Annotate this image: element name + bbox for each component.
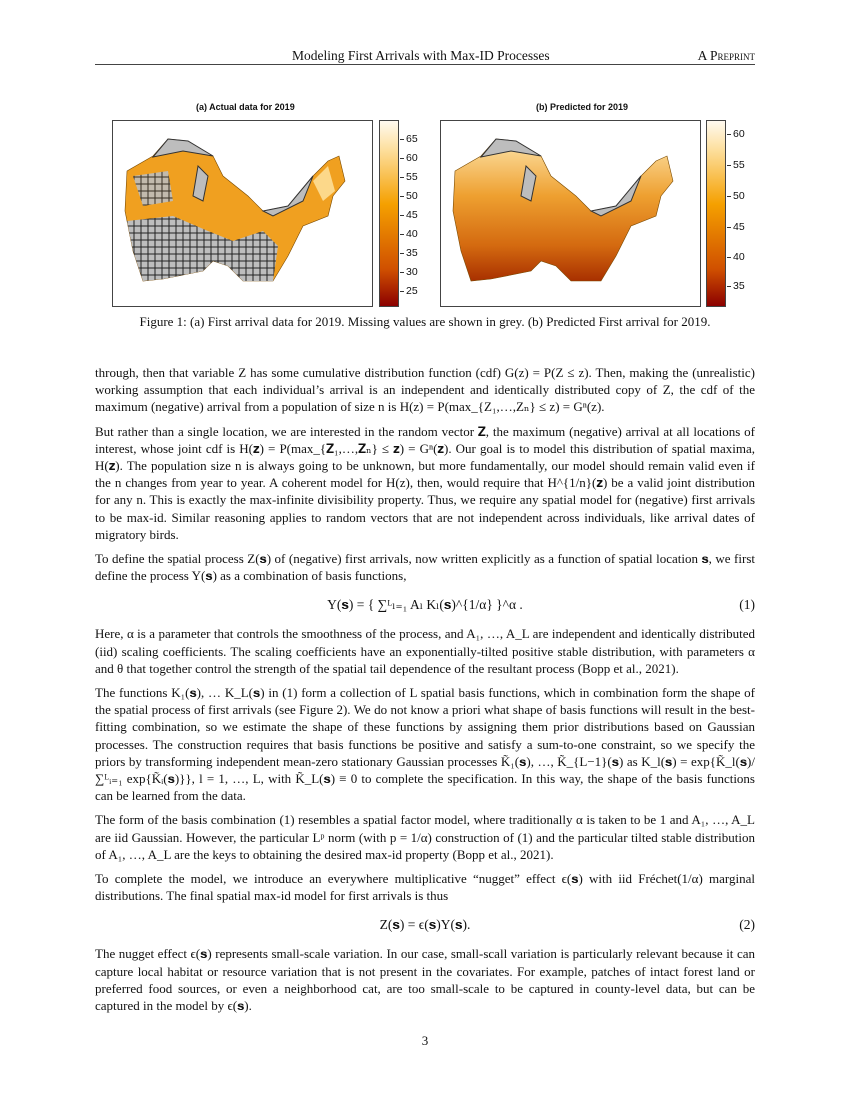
tick: 30	[406, 266, 418, 278]
tick: 35	[733, 280, 745, 292]
paragraph: But rather than a single location, we are interested in the random vector 𝐙, the maximum (negative) arrival at all locations of interest, whose joint cdf is H(𝐳) = P(max_{𝐙₁,…,𝐙ₙ} ≤ 𝐳) = Gⁿ(𝐳). Our goal is to model this distribution of spatial maxima, H(𝐳). The population size n is always going to be unknown, but more fundamentally, our model should remain valid even if the n changes from year to year. A coherent model for H(z), then, would require that H^{1/n}(𝐳) be a valid joint distribution for any n. This is exactly the max-infinite divisibility property. Thus, we require any spatial model for (negative) first arrivals to be max-id. Similar reasoning applies to random vectors that are not independent across individuals, like arrival dates of migratory birds.	[95, 423, 755, 542]
page-number: 3	[421, 1033, 429, 1048]
colorbar-actual	[379, 120, 399, 307]
paragraph: The form of the basis combination (1) resembles a spatial factor model, where traditionally α is taken to be 1 and A₁, …, A_L are iid Gaussian. However, the particular Lᵖ norm (with p = 1/α) construction of (1) and the particular tilted stable distribution of A₁, …, A_L are the keys to obtaining the desired max-id property (Bopp et al., 2021).	[95, 812, 755, 862]
tick: 55	[406, 171, 418, 183]
tick: 45	[406, 209, 418, 221]
tick: 65	[406, 133, 418, 145]
tick: 25	[406, 285, 418, 297]
equation-1	[95, 591, 755, 619]
tick: 40	[406, 228, 418, 240]
equation-2	[95, 911, 755, 939]
paragraph: Here, α is a parameter that controls the smoothness of the process, and A₁, …, A_L are independent and identically distributed (iid) scaling coefficients. The scaling coefficients have an exponentially-tilted positive stable distribution, with parameters α and θ that together control the strength of the spatial tail dependence of the resultant process (Bopp et al., 2021).	[95, 626, 755, 676]
preprint-label: A Preprint	[697, 48, 755, 63]
equation-number: (2)	[739, 917, 755, 933]
tick: 35	[406, 247, 418, 259]
body-text	[95, 364, 755, 1021]
panel-a-title: (a) Actual data for 2019	[196, 102, 295, 112]
map-actual-2019	[112, 120, 373, 307]
paragraph: To complete the model, we introduce an everywhere multiplicative “nugget” effect ϵ(𝐬) with iid Fréchet(1/α) marginal distributions. The final spatial max-id model for first arrivals is thus	[95, 871, 755, 904]
tick: 40	[733, 251, 745, 263]
paragraph: through, then that variable Z has some cumulative distribution function (cdf) G(z) = P(Z ≤ z). Then, making the (unrealistic) working assumption that each individual’s arrival is an independent and identically distributed copy of Z, the cdf of the maximum (negative) arrival from a population of size n is H(z) = P(max_{Z₁,…,Zₙ} ≤ z) = Gⁿ(z).	[95, 365, 755, 415]
tick: 60	[406, 152, 418, 164]
equation-body: Y(𝐬) = { ∑ᴸₗ₌₁ Aₗ Kₗ(𝐬)^{1/α} }^α .	[327, 597, 523, 613]
running-title: Modeling First Arrivals with Max-ID Processes	[292, 48, 550, 63]
header-rule	[95, 64, 755, 65]
tick: 55	[733, 159, 745, 171]
colorbar-predicted	[706, 120, 726, 307]
equation-body: Z(𝐬) = ϵ(𝐬)Y(𝐬).	[379, 917, 471, 933]
panel-b-title: (b) Predicted for 2019	[536, 102, 629, 112]
paragraph: The functions K₁(𝐬), … K_L(𝐬) in (1) form a collection of L spatial basis functions, which in combination form the shape of the spatial process of first arrivals (see Figure 2). We do not know a priori what shape of basis functions will result in the best-fitting combination, so we estimate the shape of these functions by assigning them prior distributions based on Gaussian processes. The construction requires that basis functions be positive and satisfy a sum-to-one constraint, so we specify the priors by transforming independent mean-zero stationary Gaussian processes K̃₁(𝐬), …, K̃_{L−1}(𝐬) as K_l(𝐬) = exp{K̃_l(𝐬)/∑ᴸᵢ₌₁ exp{K̃ᵢ(𝐬)}}, l = 1, …, L, with K̃_L(𝐬) ≡ 0 to complete the specification. In this way, the shape of the basis functions can be learned from the data.	[95, 685, 755, 804]
figure-caption: Figure 1: (a) First arrival data for 2019. Missing values are shown in grey. (b) Predicted First arrival for 2019.	[139, 314, 711, 329]
map-predicted-2019	[440, 120, 701, 307]
tick: 50	[406, 190, 418, 202]
tick: 50	[733, 190, 745, 202]
tick: 45	[733, 221, 745, 233]
paragraph: To define the spatial process Z(𝐬) of (negative) first arrivals, now written explicitly as a function of spatial location 𝐬, we first define the process Y(𝐬) as a combination of basis functions,	[95, 551, 755, 584]
paragraph: The nugget effect ϵ(𝐬) represents small-scale variation. In our case, small-scall variation is particularly relevant because it can capture local habitat or resource variation that is not present in the covariates. For example, patches of intact forest land or preferred food sources, or even a neighborhood cat, are too small-scale to be captured in county-level data, but can be captured in the model by ϵ(𝐬).	[95, 946, 755, 1014]
tick: 60	[733, 128, 745, 140]
equation-number: (1)	[739, 597, 755, 613]
